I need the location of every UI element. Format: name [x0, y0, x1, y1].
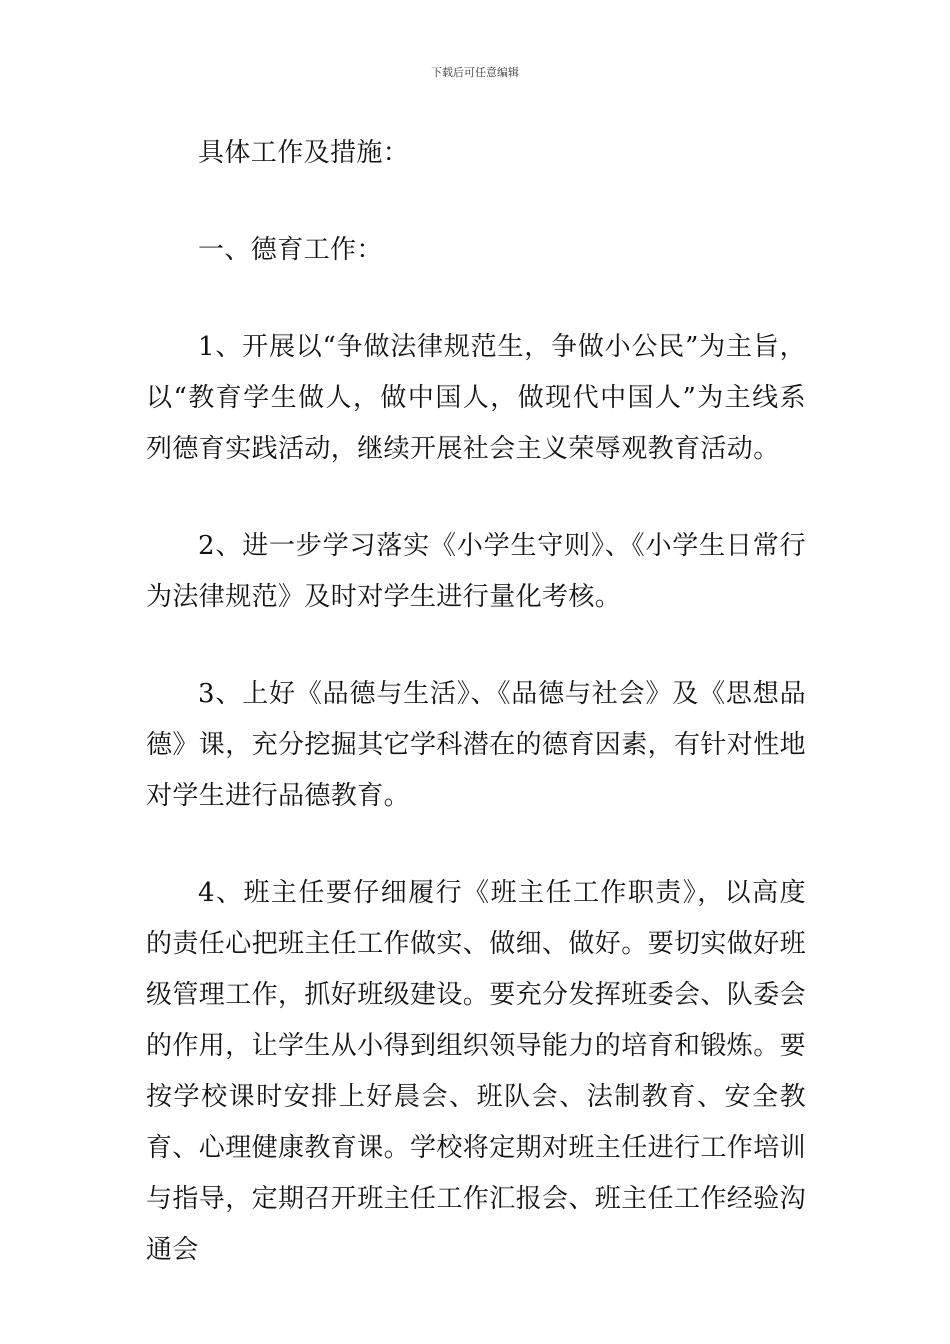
paragraph-item-2: 2、进一步学习落实《小学生守则》、《小学生日常行为法律规范》及时对学生进行量化考核。: [146, 531, 806, 612]
paragraph-item-3: 3、上好《品德与生活》、《品德与社会》及《思想品德》课，充分挖掘其它学科潜在的德育因素，有针对性地对学生进行品德教育。: [146, 679, 807, 811]
paragraph-item-4: 4、班主任要仔细履行《班主任工作职责》，以高度的责任心把班主任工作做实、做细、做好。要切实做好班级管理工作，抓好班级建设。要充分发挥班委会、队委会的作用，让学生从小得到组织领导能力的培育和锻炼。要按学校课时安排上好晨会、班队会、法制教育、安全教育、心理健康教育课。学校将定期对班主任进行工作培训与指导，定期召开班主任工作汇报会、班主任工作经验沟通会: [146, 878, 807, 1265]
page-header-note: 下载后可任意编辑: [431, 66, 519, 79]
document-body: [146, 128, 806, 1276]
paragraph-item-1: 1、开展以“争做法律规范生，争做小公民”为主旨，以“教育学生做人，做中国人，做现代中国人”为主线系列德育实践活动，继续开展社会主义荣辱观教育活动。: [146, 332, 806, 464]
section-heading-moral-education: 一、德育工作：: [198, 235, 383, 265]
section-intro-heading: 具体工作及措施：: [198, 138, 410, 168]
